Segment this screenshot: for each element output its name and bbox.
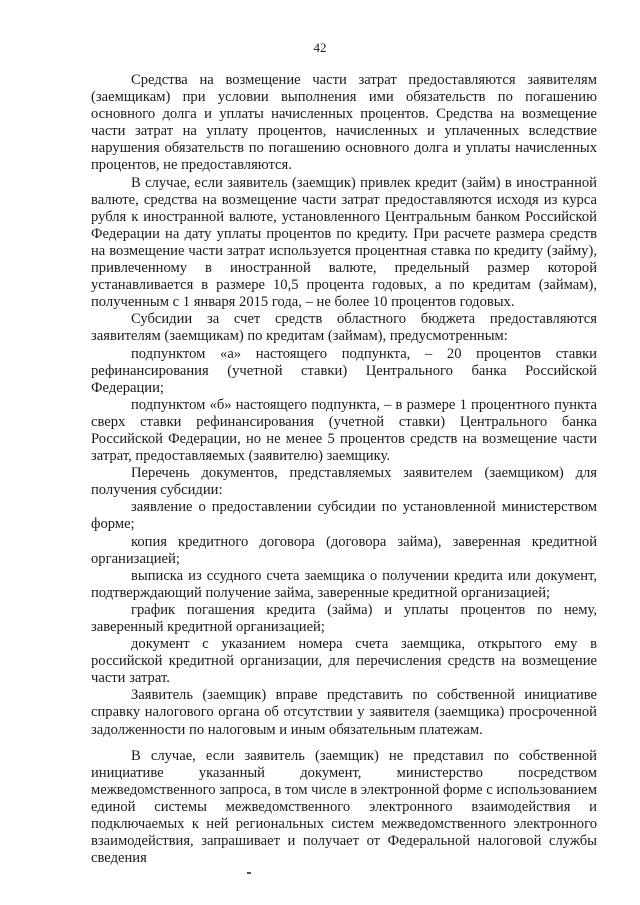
paragraph-foreign-currency-loan: В случае, если заявитель (заемщик) привлек кредит (займ) в иностранной валюте, средства на возмещение части затрат предоставляются исходя из курса рубля к иностранной валюте, установленного Центральным банком Российской Федерации на дату уплаты процентов по кредиту. При расчете размера средств на возмещение части затрат используется процентная ставка по кредиту (займу), привлеченному в иностранной валюте, предельный размер которой устанавливается в размере 10,5 процента годовых, а по кредитам (займам), полученным с 1 января 2015 года, – не более 10 процентов годовых. (91, 174, 597, 311)
list-item-loan-agreement-copy: копия кредитного договора (договора займа), заверенная кредитной организацией; (91, 533, 597, 567)
page-number: 42 (313, 40, 327, 55)
list-item-loan-account-statement: выписка из ссудного счета заемщика о получении кредита или документ, подтверждающий получение займа, заверенные кредитной организацией; (91, 567, 597, 601)
paragraph-interagency-request: В случае, если заявитель (заемщик) не представил по собственной инициативе указанный документ, министерство посредством межведомственного запроса, в том числе в электронной форме с использованием единой системы межведомственного электронного взаимодействия и подключаемых к ней региональных систем межведомственного электронного взаимодействия, запрашивает и получает от Федеральной налоговой службы сведения (91, 747, 597, 867)
paragraph-documents-list-intro: Перечень документов, представляемых заявителем (заемщиком) для получения субсидии: (91, 465, 597, 499)
scan-speck (247, 872, 251, 874)
list-item-account-number-document: документ с указанием номера счета заемщика, открытого ему в российской кредитной организации, для перечисления средств на возмещение части затрат. (91, 636, 597, 687)
list-item-application: заявление о предоставлении субсидии по установленной министерством форме; (91, 499, 597, 533)
paragraph-subclause-a: подпунктом «а» настоящего подпункта, – 20 процентов ставки рефинансирования (учетной ставки) Центрального банка Российской Федерации; (91, 345, 597, 396)
paragraph-subclause-b: подпунктом «б» настоящего подпункта, – в размере 1 процентного пункта сверх ставки рефинансирования (учетной ставки) Центрального банка Российской Федерации, но не менее 5 процентов средств на возмещение части затрат, предоставляемых (заявителю) заемщику. (91, 396, 597, 465)
paragraph-funding-conditions: Средства на возмещение части затрат предоставляются заявителям (заемщикам) при условии выполнения ими обязательств по погашению основного долга и уплаты начисленных процентов. Средства на возмещение части затрат на уплату процентов, начисленных и уплаченных вследствие нарушения обязательств по погашению основного долга и уплаты начисленных процентов, не предоставляются. (91, 72, 597, 174)
paragraph-regional-subsidies: Субсидии за счет средств областного бюджета предоставляются заявителям (заемщикам) по кредитам (займам), предусмотренным: (91, 311, 597, 345)
list-item-repayment-schedule: график погашения кредита (займа) и уплаты процентов по нему, заверенный кредитной организацией; (91, 601, 597, 635)
document-body (91, 72, 597, 867)
paragraph-tax-certificate: Заявитель (заемщик) вправе представить по собственной инициативе справку налогового органа об отсутствии у заявителя (заемщика) просроченной задолженности по налоговым и иным обязательным платежам. (91, 687, 597, 738)
